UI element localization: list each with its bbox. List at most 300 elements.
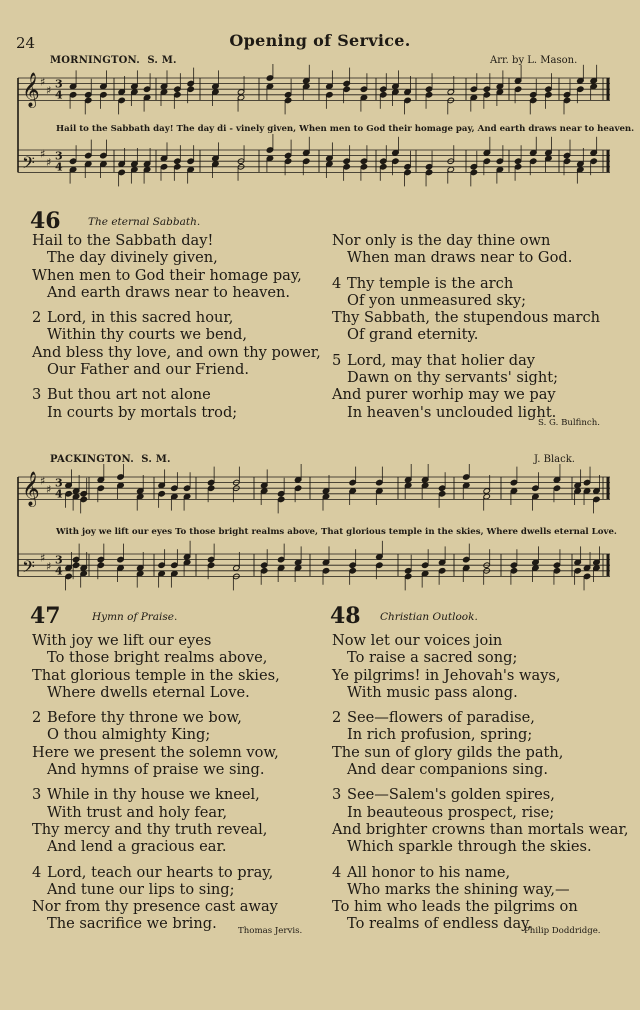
sharp-icon: ♯ <box>40 75 46 89</box>
verse-line <box>32 838 280 855</box>
verse-text: Our Father and our Friend. <box>47 361 249 379</box>
note-head <box>69 166 76 172</box>
verse-text: Hail to the Sabbath day! <box>32 232 214 249</box>
note-head <box>404 477 411 483</box>
note-head <box>532 565 539 571</box>
verse-line <box>332 369 600 386</box>
page-number: 24 <box>16 34 36 52</box>
note-head <box>69 158 76 164</box>
note-head <box>100 161 107 167</box>
note-head <box>404 89 411 95</box>
note-head <box>404 164 411 170</box>
sharp-icon: ♯ <box>46 559 52 573</box>
note-head <box>463 482 470 488</box>
verse-line <box>32 344 321 361</box>
tune-lyric: Hail to the Sabbath day! The day di - vinely given, When men to God their homage pay, And earth draws near to heaven. <box>56 124 635 134</box>
note-head <box>483 493 490 499</box>
verse-number: 2 <box>32 709 42 727</box>
note-head <box>100 83 107 89</box>
verse-text: But thou art not alone <box>47 386 211 404</box>
note-head <box>72 493 79 499</box>
time-signature: 4 <box>55 160 63 174</box>
note-head <box>183 493 190 499</box>
note-head <box>143 161 150 167</box>
verse-text: In heaven's unclouded light. <box>347 403 557 421</box>
note-head <box>447 89 454 95</box>
sharp-icon: ♯ <box>40 551 46 565</box>
note-head <box>160 155 167 161</box>
verse-text: The sacrifice we bring. <box>47 915 217 933</box>
verse-line <box>332 744 629 761</box>
verse-text: Here we present the solemn vow, <box>32 743 279 761</box>
note-head <box>545 150 552 156</box>
stanza-gap <box>332 267 600 275</box>
stanza-gap <box>32 301 321 309</box>
verse-number: 5 <box>332 351 342 369</box>
verse-line <box>32 649 280 666</box>
note-head <box>303 83 310 89</box>
note-head <box>207 562 214 568</box>
verse-line <box>32 249 321 266</box>
verse-text: The day divinely given, <box>47 249 218 267</box>
note-head <box>421 562 428 568</box>
note-head <box>545 92 552 98</box>
verse-line <box>32 361 321 378</box>
tune-name-text: MORNINGTON. <box>50 55 140 66</box>
note-head <box>392 83 399 89</box>
note-head <box>212 89 219 95</box>
note-head <box>171 570 178 576</box>
note-head <box>577 166 584 172</box>
time-signature: 4 <box>55 564 63 578</box>
note-head <box>171 485 178 491</box>
hymn-author: Thomas Jervis. <box>238 926 303 936</box>
stanza-gap <box>332 856 629 864</box>
verse-text: With music pass along. <box>347 683 518 701</box>
time-signature: 3 <box>55 77 63 91</box>
tune-name-text: PACKINGTON. <box>50 454 134 465</box>
hymn-46-verses-left <box>32 232 321 421</box>
note-head <box>380 164 387 170</box>
note-head <box>438 559 445 565</box>
note-head <box>137 565 144 571</box>
note-head <box>530 92 537 98</box>
note-head <box>277 491 284 497</box>
note-head <box>100 92 107 98</box>
note-head <box>470 86 477 92</box>
verse-text: And bless thy love, and own thy power, <box>32 343 321 361</box>
hymn-number: 46 <box>30 208 61 234</box>
verse-line <box>32 864 280 881</box>
hymn-number: 48 <box>330 603 361 629</box>
note-head <box>438 491 445 497</box>
verse-line <box>332 709 629 726</box>
note-head <box>376 479 383 485</box>
note-head <box>158 562 165 568</box>
note-head <box>496 89 503 95</box>
note-head <box>532 485 539 491</box>
verse-text: When man draws near to God. <box>347 249 573 267</box>
note-head <box>233 565 240 571</box>
verse-line <box>32 267 321 284</box>
note-head <box>545 155 552 161</box>
note-head <box>425 86 432 92</box>
note-head <box>212 155 219 161</box>
note-head <box>85 152 92 158</box>
note-head <box>72 562 79 568</box>
note-head <box>583 565 590 571</box>
note-head <box>160 83 167 89</box>
verse-text: Thy Sabbath, the stupendous march <box>332 309 601 327</box>
note-head <box>207 479 214 485</box>
note-head <box>326 155 333 161</box>
note-head <box>137 488 144 494</box>
verse-text: Of grand eternity. <box>347 326 479 344</box>
note-head <box>326 92 333 98</box>
note-head <box>483 92 490 98</box>
note-head <box>117 565 124 571</box>
note-head <box>294 565 301 571</box>
note-head <box>590 83 597 89</box>
note-head <box>207 556 214 562</box>
verse-text: And hymns of praise we sing. <box>47 761 265 779</box>
verse-line <box>32 632 280 649</box>
verse-text: Lord, in this sacred hour, <box>47 309 234 327</box>
verse-line <box>332 838 629 855</box>
verse-line <box>32 309 321 326</box>
verse-line <box>32 404 321 421</box>
verse-line <box>332 761 629 778</box>
note-head <box>593 496 600 502</box>
note-head <box>593 488 600 494</box>
verse-line <box>332 881 629 898</box>
hymn-number: 47 <box>30 603 61 629</box>
note-head <box>553 568 560 574</box>
verse-text: Now let our voices join <box>332 632 503 649</box>
verse-line <box>32 881 280 898</box>
note-head <box>171 562 178 568</box>
note-head <box>80 496 87 502</box>
verse-text: With joy we lift our eyes <box>32 632 212 649</box>
note-head <box>510 568 517 574</box>
tune-arranger: J. Black. <box>534 454 575 465</box>
note-head <box>158 482 165 488</box>
note-head <box>183 485 190 491</box>
verse-text: Where dwells eternal Love. <box>47 683 250 701</box>
note-head <box>404 573 411 579</box>
note-head <box>470 164 477 170</box>
note-head <box>530 97 537 103</box>
stanza-gap <box>332 778 629 786</box>
note-head <box>69 92 76 98</box>
note-head <box>174 158 181 164</box>
verse-text: Which sparkle through the skies. <box>347 838 592 856</box>
verse-text: Before thy throne we bow, <box>47 709 242 727</box>
note-head <box>97 556 104 562</box>
note-head <box>85 161 92 167</box>
verse-number: 3 <box>32 786 42 804</box>
note-head <box>260 562 267 568</box>
note-head <box>593 565 600 571</box>
bass-clef-icon: 𝄢 <box>22 152 35 177</box>
note-head <box>447 166 454 172</box>
sharp-icon: ♯ <box>46 155 52 169</box>
note-head <box>212 83 219 89</box>
hymn-title: Christian Outlook. <box>380 611 478 623</box>
note-head <box>404 169 411 175</box>
verse-line <box>32 284 321 301</box>
verse-number: 4 <box>332 863 342 881</box>
note-head <box>294 559 301 565</box>
note-head <box>97 485 104 491</box>
note-head <box>143 166 150 172</box>
note-head <box>360 86 367 92</box>
verse-text: Thy temple is the arch <box>347 274 514 292</box>
stanza-gap <box>32 856 280 864</box>
note-head <box>284 92 291 98</box>
hymn-46-verses-right <box>332 232 600 421</box>
verse-number: 4 <box>332 274 342 292</box>
note-head <box>577 161 584 167</box>
note-head <box>187 86 194 92</box>
hymn-author: S. G. Bulfinch. <box>538 418 601 428</box>
note-head <box>260 482 267 488</box>
verse-line <box>332 804 629 821</box>
note-head <box>553 485 560 491</box>
note-head <box>294 477 301 483</box>
note-head <box>266 147 273 153</box>
verse-line <box>32 821 280 838</box>
note-head <box>65 482 72 488</box>
note-head <box>158 570 165 576</box>
verse-line <box>332 864 629 881</box>
note-head <box>563 97 570 103</box>
note-head <box>404 482 411 488</box>
note-head <box>266 75 273 81</box>
note-head <box>483 488 490 494</box>
note-head <box>143 86 150 92</box>
stanza-gap <box>332 701 629 709</box>
verse-text: The sun of glory gilds the path, <box>332 743 564 761</box>
note-head <box>392 158 399 164</box>
verse-line <box>332 726 629 743</box>
note-head <box>143 94 150 100</box>
note-head <box>97 477 104 483</box>
sharp-icon: ♯ <box>40 147 46 161</box>
note-head <box>72 488 79 494</box>
note-head <box>183 559 190 565</box>
note-head <box>158 491 165 497</box>
bass-clef-icon: 𝄢 <box>22 556 35 581</box>
note-head <box>425 169 432 175</box>
verse-text: Nor from thy presence cast away <box>32 898 278 916</box>
verse-text: See—Salem's golden spires, <box>347 786 555 804</box>
verse-text: To realms of endless day. <box>347 915 533 933</box>
note-head <box>303 78 310 84</box>
verse-line <box>332 821 629 838</box>
verse-number: 3 <box>32 386 42 404</box>
verse-line <box>332 275 600 292</box>
note-head <box>421 477 428 483</box>
note-head <box>514 86 521 92</box>
note-head <box>483 150 490 156</box>
note-head <box>470 169 477 175</box>
note-head <box>118 169 125 175</box>
note-head <box>421 570 428 576</box>
note-head <box>237 94 244 100</box>
verse-text: In courts by mortals trod; <box>47 403 238 421</box>
time-signature: 3 <box>55 553 63 567</box>
note-head <box>174 92 181 98</box>
note-head <box>303 158 310 164</box>
verse-text: And purer worhip may we pay <box>332 386 556 404</box>
note-head <box>80 570 87 576</box>
verse-number: 4 <box>32 863 42 881</box>
verse-line <box>32 386 321 403</box>
treble-clef-icon: 𝄞 <box>22 72 40 108</box>
note-head <box>360 94 367 100</box>
verse-line <box>32 726 280 743</box>
time-signature: 4 <box>55 88 63 102</box>
note-head <box>118 97 125 103</box>
note-head <box>237 89 244 95</box>
note-head <box>187 166 194 172</box>
tune-lyric: With joy we lift our eyes To those bright realms above, That glorious temple in the skies, Where dwells eternal Love. <box>56 527 617 537</box>
note-head <box>510 488 517 494</box>
note-head <box>392 89 399 95</box>
verse-line <box>32 804 280 821</box>
note-head <box>514 158 521 164</box>
note-head <box>349 568 356 574</box>
note-head <box>277 556 284 562</box>
note-head <box>284 152 291 158</box>
note-head <box>380 86 387 92</box>
note-head <box>532 559 539 565</box>
note-head <box>574 559 581 565</box>
verse-text: And earth draws near to heaven. <box>47 283 291 301</box>
note-head <box>187 158 194 164</box>
note-head <box>284 158 291 164</box>
note-head <box>380 92 387 98</box>
verse-text: And tune our lips to sing; <box>47 880 235 898</box>
note-head <box>470 94 477 100</box>
note-head <box>376 562 383 568</box>
note-head <box>266 83 273 89</box>
note-head <box>532 493 539 499</box>
note-head <box>80 491 87 497</box>
note-head <box>574 488 581 494</box>
note-head <box>72 556 79 562</box>
verse-text: Who marks the shining way,— <box>347 880 570 898</box>
stanza-gap <box>32 701 280 709</box>
note-head <box>438 485 445 491</box>
verse-line <box>32 232 321 249</box>
time-signature: 3 <box>55 476 63 490</box>
verse-text: Within thy courts we bend, <box>47 326 247 344</box>
sharp-icon: ♯ <box>46 83 52 97</box>
note-head <box>131 161 138 167</box>
note-head <box>343 80 350 86</box>
hymn-title: The eternal Sabbath. <box>88 216 201 228</box>
verse-line <box>332 309 600 326</box>
note-head <box>137 493 144 499</box>
verse-text: Ye pilgrims! in Jehovah's ways, <box>332 666 561 684</box>
tune-meter: S. M. <box>147 55 177 66</box>
note-head <box>425 164 432 170</box>
note-head <box>583 479 590 485</box>
verse-text: Lord, teach our hearts to pray, <box>47 863 274 881</box>
running-title: Opening of Service. <box>229 31 411 50</box>
note-head <box>483 86 490 92</box>
note-head <box>183 554 190 560</box>
verse-text: To those bright realms above, <box>47 649 268 667</box>
tune-arranger: Arr. by L. Mason. <box>490 55 578 66</box>
note-head <box>380 158 387 164</box>
note-head <box>322 559 329 565</box>
verse-line <box>32 786 280 803</box>
verse-line <box>32 744 280 761</box>
note-head <box>510 479 517 485</box>
verse-text: And dear companions sing. <box>347 761 548 779</box>
note-head <box>514 78 521 84</box>
time-signature: 4 <box>55 487 63 501</box>
verse-line <box>332 249 600 266</box>
stanza-gap <box>32 378 321 386</box>
verse-number: 2 <box>32 309 42 327</box>
note-head <box>343 164 350 170</box>
note-head <box>322 568 329 574</box>
sharp-icon: ♯ <box>46 482 52 496</box>
verse-line <box>332 898 629 915</box>
note-head <box>483 158 490 164</box>
note-head <box>553 477 560 483</box>
verse-text: Dawn on thy servants' sight; <box>347 369 559 387</box>
note-head <box>207 485 214 491</box>
note-head <box>343 86 350 92</box>
verse-text: In rich profusion, spring; <box>347 726 533 744</box>
note-head <box>510 562 517 568</box>
note-head <box>553 562 560 568</box>
verse-line <box>32 667 280 684</box>
stanza-gap <box>32 778 280 786</box>
note-head <box>590 78 597 84</box>
note-head <box>322 493 329 499</box>
time-signature: 3 <box>55 149 63 163</box>
note-head <box>343 158 350 164</box>
note-head <box>590 150 597 156</box>
note-head <box>85 97 92 103</box>
verse-text: Thy mercy and thy truth reveal, <box>32 820 268 838</box>
note-head <box>545 86 552 92</box>
note-head <box>85 92 92 98</box>
note-head <box>392 150 399 156</box>
note-head <box>171 493 178 499</box>
note-head <box>496 166 503 172</box>
note-head <box>349 488 356 494</box>
note-head <box>65 573 72 579</box>
note-head <box>160 164 167 170</box>
note-head <box>577 78 584 84</box>
note-head <box>277 496 284 502</box>
note-head <box>284 97 291 103</box>
note-head <box>97 562 104 568</box>
hymn-48-verses <box>332 632 629 933</box>
note-head <box>260 488 267 494</box>
note-head <box>326 161 333 167</box>
verse-text: With trust and holy fear, <box>47 803 228 821</box>
note-head <box>117 474 124 480</box>
stanza-gap <box>332 344 600 352</box>
